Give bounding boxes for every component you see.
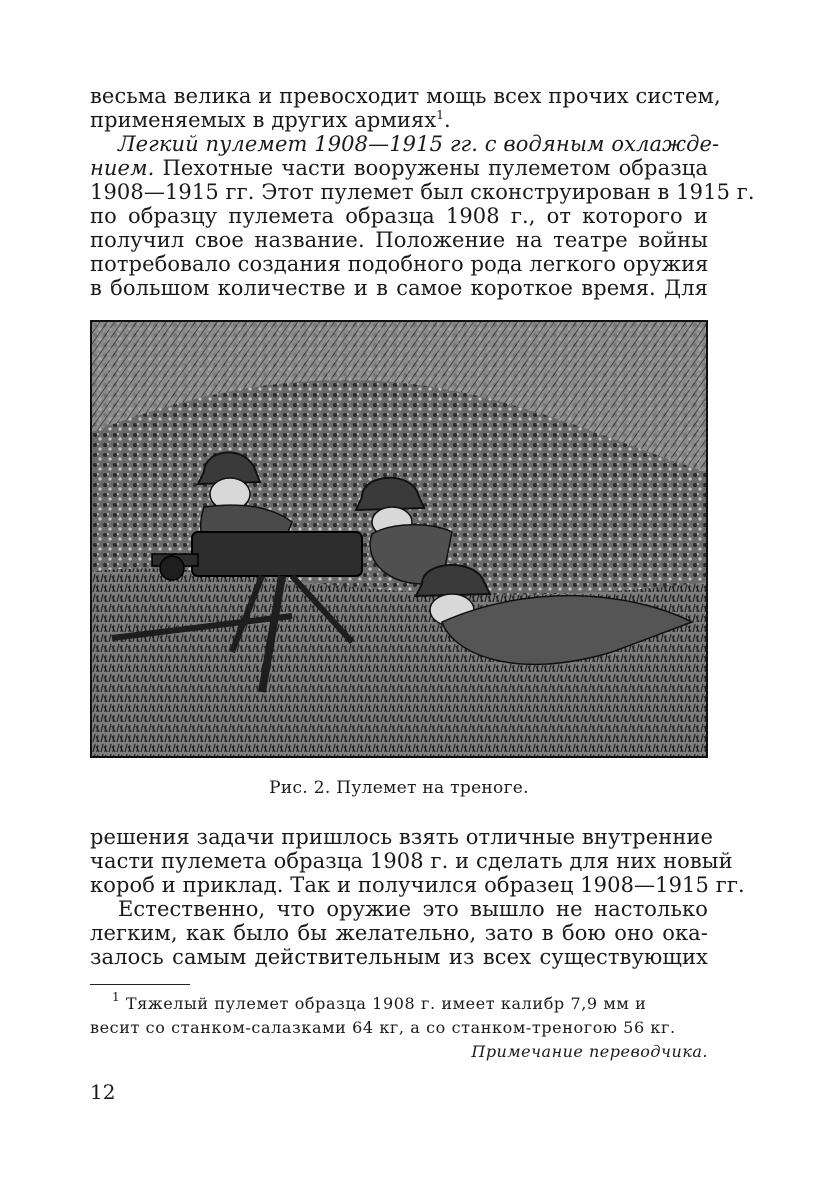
section-heading: Легкий пулемет 1908—1915 гг. с водяным охлажде- — [118, 132, 720, 156]
grass-foreground — [92, 568, 706, 756]
footnote-text: Тяжелый пулемет образца 1908 г. имеет калибр 7,9 мм и — [120, 994, 647, 1013]
text-line: легким, как было бы желательно, зато в бою оно ока- — [90, 921, 708, 945]
text-line: применяемых в других армиях$^1$. — [90, 108, 451, 132]
text-block-top — [90, 84, 755, 300]
footnote-reference[interactable]: 1 — [436, 108, 445, 122]
page-number: 12 — [90, 1080, 116, 1104]
text-line: 1908—1915 гг. Этот пулемет был сконструирован в 1915 г. — [90, 180, 755, 204]
text-line: в большом количестве и в самое короткое время. Для — [90, 276, 708, 300]
footnote-divider — [90, 984, 190, 985]
engraving-illustration — [92, 322, 706, 756]
text-line: Естественно, что оружие это вышло не настолько — [118, 897, 708, 921]
text-line: залось самым действительным из всех существующих — [90, 945, 708, 969]
text-line-content: применяемых в других армиях — [90, 108, 437, 132]
text-line-content: Пехотные части вооружены пулеметом образца — [154, 156, 708, 180]
text-block-bottom — [90, 825, 745, 969]
footnote-line: весит со станком-салазками 64 кг, а со станком-треногою 56 кг. — [90, 1018, 676, 1037]
footnote-marker: 1 — [112, 990, 121, 1004]
footnote — [90, 992, 708, 1040]
text-line: короб и приклад. Так и получился образец 1908—1915 гг. — [90, 873, 745, 897]
figure-caption: Рис. 2. Пулемет на треноге. — [269, 778, 529, 798]
text-line: получил свое название. Положение на театре войны — [90, 228, 708, 252]
text-line — [90, 156, 708, 180]
figure-machine-gun-illustration — [90, 320, 708, 758]
text-line: решения задачи пришлось взять отличные внутренние — [90, 825, 714, 849]
text-line: потребовало создания подобного рода легкого оружия — [90, 252, 709, 276]
text-line: весьма велика и превосходит мощь всех прочих систем, — [90, 84, 721, 108]
text-line: по образцу пулемета образца 1908 г., от которого и — [90, 204, 708, 228]
text-line: части пулемета образца 1908 г. и сделать для них новый — [90, 849, 733, 873]
footnote-line — [90, 992, 708, 1016]
translator-note: Примечание переводчика. — [471, 1042, 708, 1061]
section-heading-end: нием. — [90, 156, 155, 180]
